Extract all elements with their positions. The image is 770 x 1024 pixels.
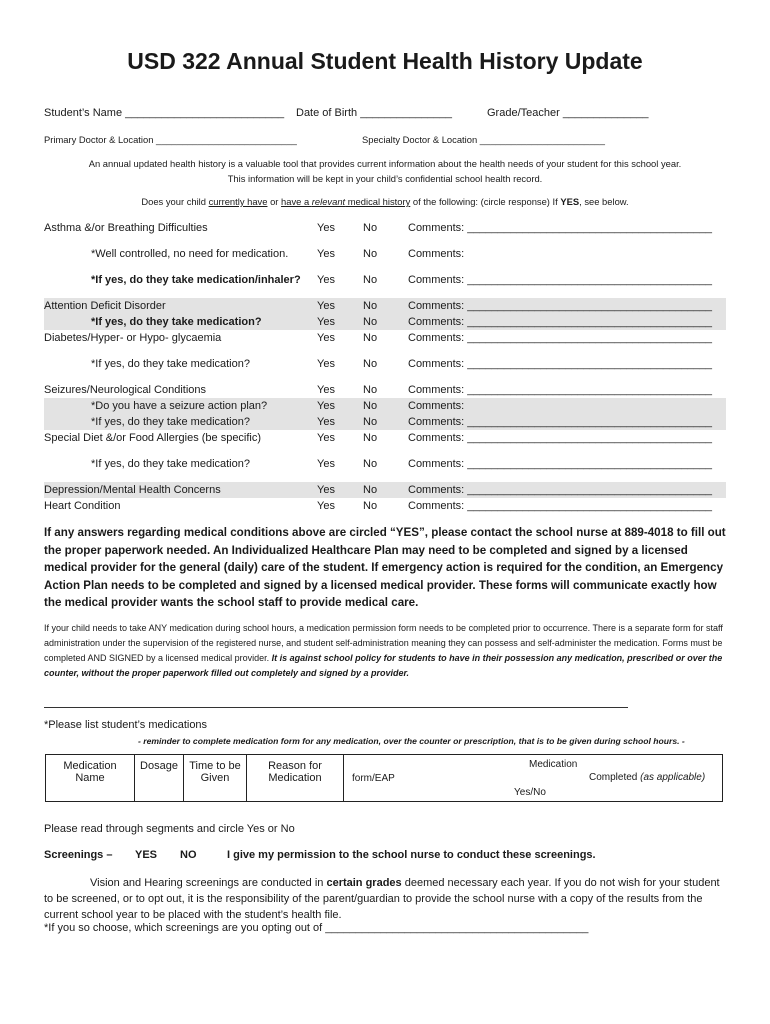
circle-response-question bbox=[0, 196, 770, 207]
no-option[interactable]: No bbox=[363, 274, 378, 286]
comments-field[interactable]: Comments: ________________________________________ bbox=[408, 332, 712, 344]
yes-option[interactable]: Yes bbox=[317, 358, 335, 370]
comments-field[interactable]: Comments: ________________________________________ bbox=[408, 300, 712, 312]
condition-label: *If yes, do they take medication? bbox=[91, 458, 250, 470]
comments-field[interactable]: Comments: bbox=[408, 248, 465, 260]
condition-label: Depression/Mental Health Concerns bbox=[44, 484, 221, 496]
comments-field[interactable]: Comments: ________________________________________ bbox=[408, 274, 712, 286]
intro-line-1: An annual updated health history is a valuable tool that provides current information about the health needs of your student for this school year. bbox=[88, 158, 682, 169]
divider bbox=[44, 707, 628, 708]
yes-option[interactable]: Yes bbox=[317, 274, 335, 286]
comments-field[interactable]: Comments: bbox=[408, 400, 465, 412]
yes-option[interactable]: Yes bbox=[317, 484, 335, 496]
comments-field[interactable]: Comments: ________________________________________ bbox=[408, 316, 712, 328]
condition-label: *If yes, do they take medication? bbox=[91, 416, 250, 428]
condition-label: *Do you have a seizure action plan? bbox=[91, 400, 268, 412]
yes-option[interactable]: Yes bbox=[317, 384, 335, 396]
no-option[interactable]: No bbox=[363, 484, 378, 496]
yes-option[interactable]: Yes bbox=[317, 332, 335, 344]
question-text-2: of the following: (circle response) If bbox=[410, 196, 561, 207]
condition-label: *If yes, do they take medication? bbox=[91, 358, 250, 370]
yes-option[interactable]: Yes bbox=[317, 500, 335, 512]
no-option[interactable]: No bbox=[363, 416, 378, 428]
comments-field[interactable]: Comments: ________________________________________ bbox=[408, 484, 712, 496]
no-option[interactable]: No bbox=[363, 400, 378, 412]
col-yes-no-label: Yes/No bbox=[514, 787, 546, 798]
condition-label: *If yes, do they take medication/inhaler? bbox=[91, 274, 301, 286]
condition-label: Asthma &/or Breathing Difficulties bbox=[44, 222, 208, 234]
condition-label: *If yes, do they take medication? bbox=[91, 316, 262, 328]
condition-label: *Well controlled, no need for medication. bbox=[91, 248, 289, 260]
question-relevant: relevant bbox=[311, 196, 346, 207]
yes-option[interactable]: Yes bbox=[317, 400, 335, 412]
screenings-no-option[interactable]: NO bbox=[180, 849, 197, 861]
question-end: , see below. bbox=[579, 196, 629, 207]
question-medical-history: medical history bbox=[345, 196, 411, 207]
segments-instruction: Please read through segments and circle Yes or No bbox=[44, 823, 295, 835]
nurse-contact-paragraph: If any answers regarding medical conditions above are circled “YES”, please contact the school nurse at 889-4018 to fill out the proper paperwork needed. An Individualized Healthcare Plan may need to be completed and signed by a licensed medical provider for the general (daily) care of the student. If emergency action is required for the condition, an Emergency Action Plan needs to be completed and signed by a licensed medical provider. These forms will communicate exactly how the medical provider wants the school staff to provide medical care. bbox=[44, 526, 726, 609]
grade-teacher-field[interactable]: Grade/Teacher ______________ bbox=[487, 107, 649, 119]
specialty-doctor-field[interactable]: Specialty Doctor & Location ________________________ bbox=[362, 134, 605, 145]
screenings-permission: I give my permission to the school nurse to conduct these screenings. bbox=[227, 849, 596, 861]
screenings-yes-option[interactable]: YES bbox=[135, 849, 158, 861]
col-completed-label: Completed (as applicable) bbox=[589, 772, 706, 783]
comments-field[interactable]: Comments: ________________________________________ bbox=[408, 416, 712, 428]
col-form-eap bbox=[344, 755, 723, 802]
no-option[interactable]: No bbox=[363, 500, 378, 512]
medication-table bbox=[45, 754, 723, 802]
condition-label: Attention Deficit Disorder bbox=[44, 300, 166, 312]
no-option[interactable]: No bbox=[363, 432, 378, 444]
comments-field[interactable]: Comments: ________________________________________ bbox=[408, 384, 712, 396]
col-reason: Reason for Medication bbox=[247, 755, 344, 802]
screenings-label: Screenings – bbox=[44, 849, 113, 861]
medication-policy-paragraph bbox=[44, 621, 724, 681]
col-medication-name: Medication Name bbox=[46, 755, 135, 802]
comments-field[interactable]: Comments: ________________________________________ bbox=[408, 458, 712, 470]
yes-option[interactable]: Yes bbox=[317, 222, 335, 234]
question-have-a: have a bbox=[281, 196, 312, 207]
yes-option[interactable]: Yes bbox=[317, 316, 335, 328]
no-option[interactable]: No bbox=[363, 248, 378, 260]
col-medication-label: Medication bbox=[529, 759, 578, 770]
question-yes: YES bbox=[560, 196, 580, 207]
comments-field[interactable]: Comments: ________________________________________ bbox=[408, 500, 712, 512]
condition-label: Special Diet &/or Food Allergies (be specific) bbox=[44, 432, 262, 444]
no-option[interactable]: No bbox=[363, 358, 378, 370]
question-text: Does your child bbox=[141, 196, 209, 207]
yes-option[interactable]: Yes bbox=[317, 432, 335, 444]
yes-option[interactable]: Yes bbox=[317, 300, 335, 312]
date-of-birth-field[interactable]: Date of Birth _______________ bbox=[296, 107, 452, 119]
condition-label: Seizures/Neurological Conditions bbox=[44, 384, 207, 396]
question-currently-have: currently have bbox=[208, 196, 268, 207]
comments-field[interactable]: Comments: ________________________________________ bbox=[408, 432, 712, 444]
col-time-to-be-given: Time to be Given bbox=[184, 755, 247, 802]
medication-list-heading: *Please list student’s medications bbox=[44, 719, 208, 731]
no-option[interactable]: No bbox=[363, 458, 378, 470]
medication-reminder: - reminder to complete medication form for any medication, over the counter or prescription, that is to be given during school hours. - bbox=[138, 736, 685, 746]
col-form-eap-label: form/EAP bbox=[352, 773, 395, 784]
primary-doctor-field[interactable]: Primary Doctor & Location ___________________________ bbox=[44, 134, 297, 145]
comments-field[interactable]: Comments: ________________________________________ bbox=[408, 222, 712, 234]
no-option[interactable]: No bbox=[363, 222, 378, 234]
screenings-paragraph: Vision and Hearing screenings are conducted in certain grades deemed necessary each year. If you do not wish for your student to be screened, or to opt out, it is the responsibility of the parent/guardian to provide the school nurse with a copy of the results from the current school year to be placed with the student’s health file. bbox=[44, 877, 720, 921]
no-option[interactable]: No bbox=[363, 332, 378, 344]
yes-option[interactable]: Yes bbox=[317, 458, 335, 470]
yes-option[interactable]: Yes bbox=[317, 416, 335, 428]
no-option[interactable]: No bbox=[363, 300, 378, 312]
intro-line-2: This information will be kept in your child’s confidential school health record. bbox=[227, 173, 543, 184]
table-row bbox=[46, 755, 723, 802]
question-or: or bbox=[267, 196, 282, 207]
col-dosage: Dosage bbox=[135, 755, 184, 802]
medication-policy-text: If your child needs to take ANY medication during school hours, a medication permission form needs to be completed prior to occurrence. There is a separate form for staff administration under the supervision of the registered nurse, and student self-administration meaning they can possess and self-administer the medication. Forms must be completed AND SIGNED by a licensed medical provider. bbox=[44, 623, 723, 663]
condition-label: Heart Condition bbox=[44, 500, 121, 512]
page-title: USD 322 Annual Student Health History Update bbox=[127, 48, 643, 74]
student-name-field[interactable]: Student’s Name __________________________ bbox=[44, 107, 285, 119]
medication-policy-emphasis: It is against school policy for students to have in their possession any medication, prescribed or over the counter, without the proper paperwork filled out completely and signed by a provider. bbox=[44, 653, 723, 678]
yes-option[interactable]: Yes bbox=[317, 248, 335, 260]
condition-label: Diabetes/Hyper- or Hypo- glycaemia bbox=[44, 332, 222, 344]
opt-out-field[interactable]: *If you so choose, which screenings are you opting out of ___________________________________________ bbox=[44, 922, 589, 934]
no-option[interactable]: No bbox=[363, 316, 378, 328]
comments-field[interactable]: Comments: ________________________________________ bbox=[408, 358, 712, 370]
no-option[interactable]: No bbox=[363, 384, 378, 396]
